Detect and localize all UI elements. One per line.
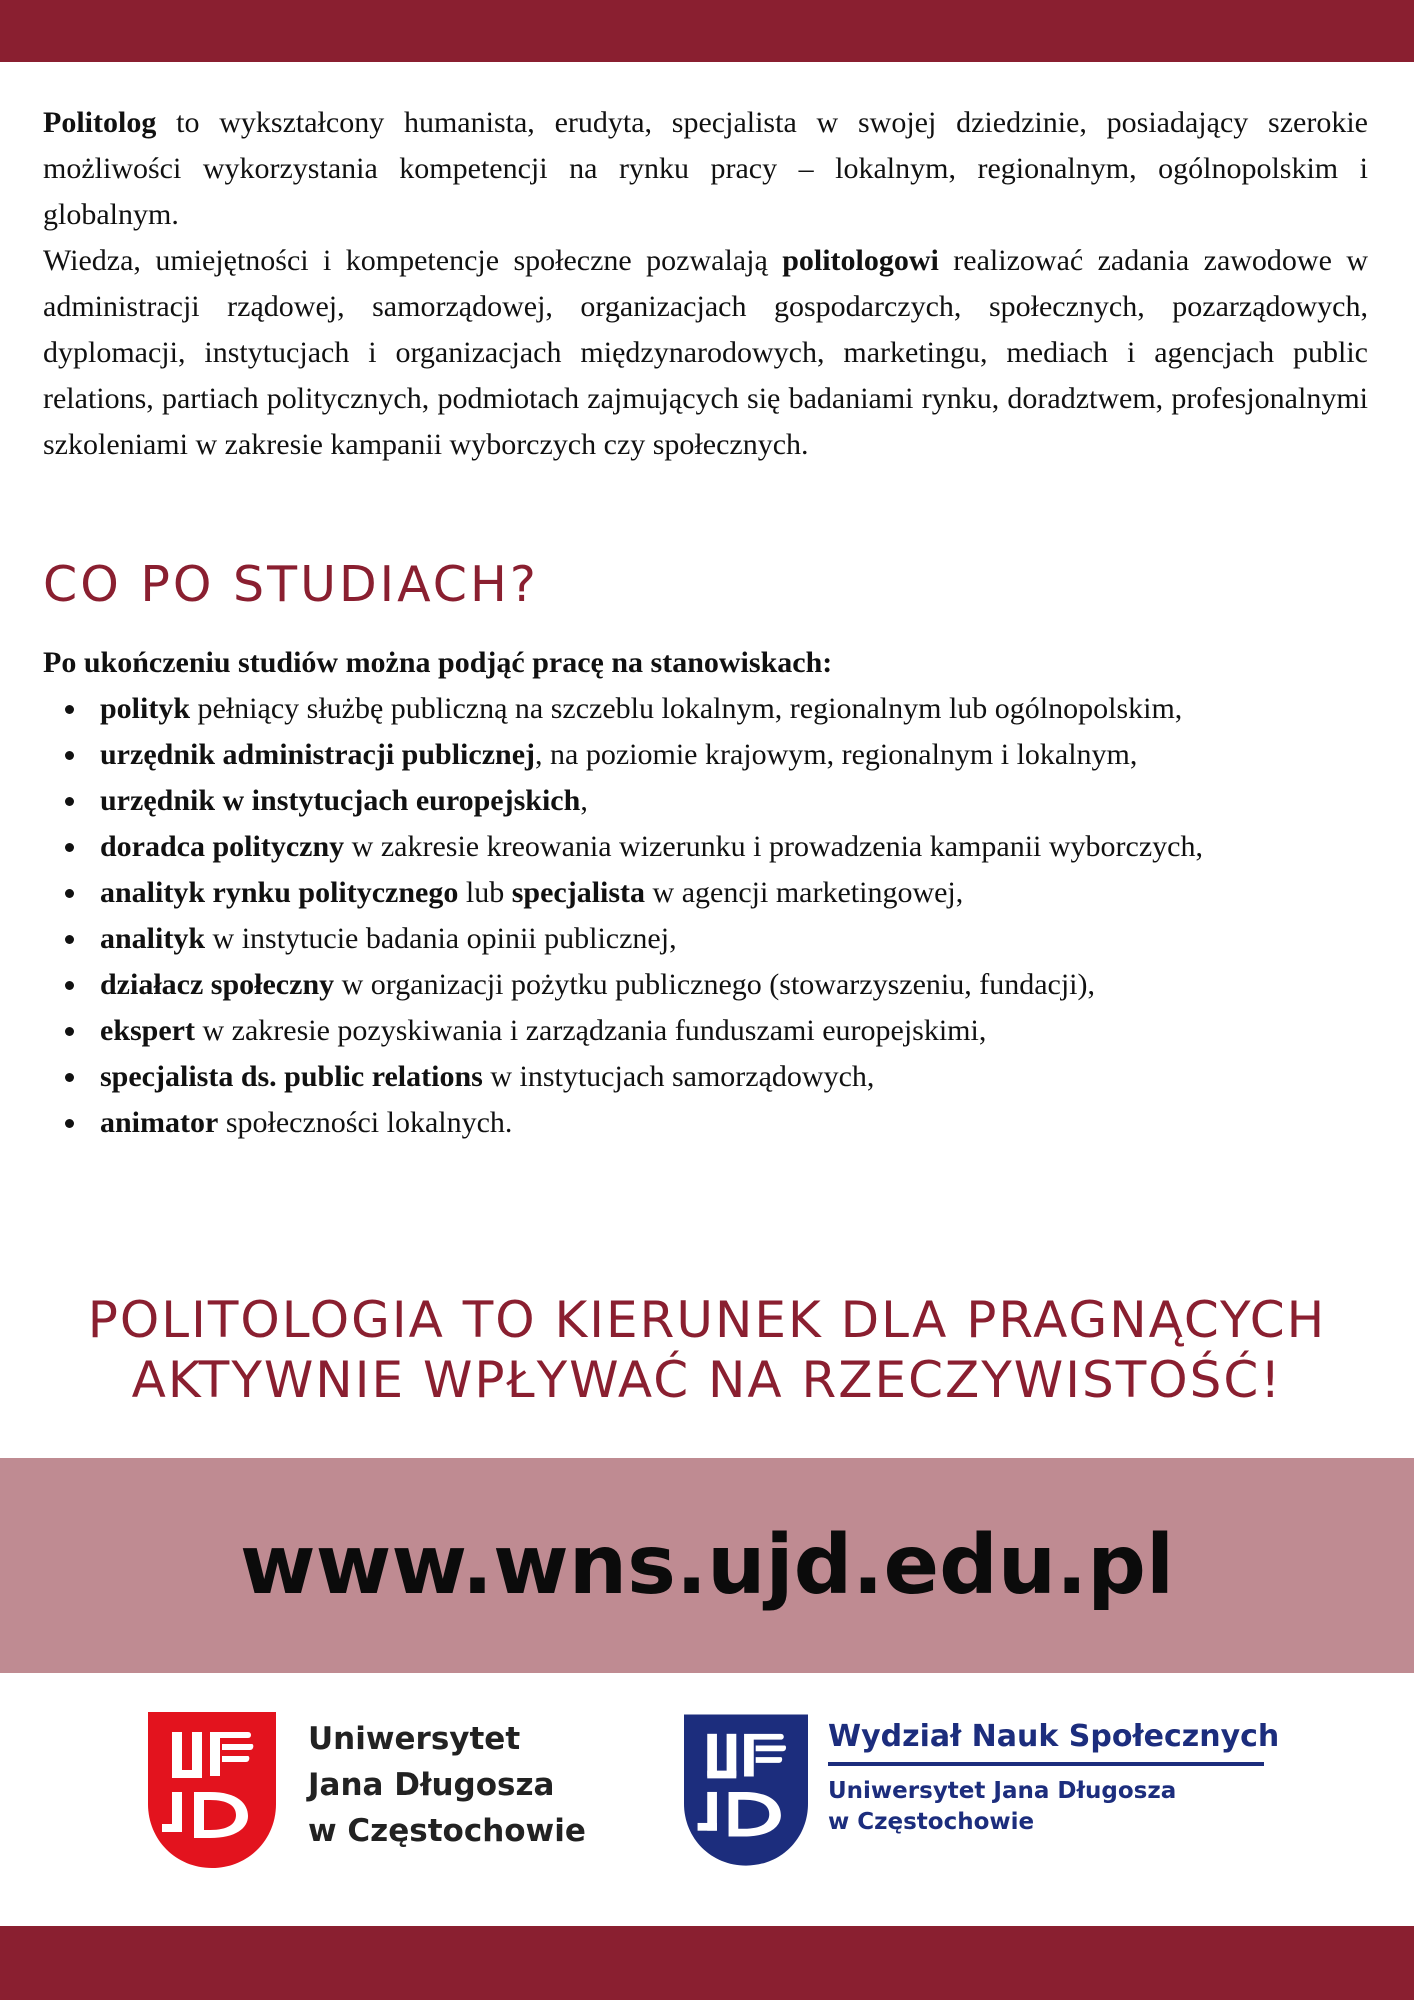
job-description-secondary: w agencji marketingowej, — [645, 876, 964, 909]
intro-text — [43, 100, 1368, 468]
career-list — [43, 686, 1353, 1146]
list-item — [43, 824, 1353, 870]
bottom-color-bar — [0, 1926, 1414, 2000]
job-description: pełniący służbę publiczną na szczeblu lokalnym, regionalnym lub ogólnopolskim, — [190, 692, 1183, 725]
wns-subtitle-line-2: w Częstochowie — [828, 1809, 1035, 1835]
ujd-name-line-2: Jana Długosza — [308, 1767, 555, 1803]
bullet-icon — [65, 705, 74, 714]
job-title: urzędnik administracji publicznej — [100, 738, 536, 771]
wns-shield-icon — [684, 1712, 808, 1868]
job-description: w instytucie badania opinii publicznej, — [205, 922, 677, 955]
ujd-logo — [148, 1712, 586, 1868]
job-title: analityk — [100, 922, 206, 955]
wns-text — [828, 1716, 1279, 1838]
website-band — [0, 1458, 1414, 1673]
slogan-line-2: AKTYWNIE WPŁYWAĆ NA RZECZYWISTOŚĆ! — [131, 1351, 1283, 1409]
job-title: polityk — [100, 692, 191, 725]
job-title: działacz społeczny — [100, 968, 335, 1001]
job-description: w instytucjach samorządowych, — [482, 1060, 875, 1093]
bullet-icon — [65, 751, 74, 760]
intro-paragraph-2-text-b: realizować zadania zawodowe w administracji rządowej, samorządowej, organizacjach gospodarczych, społecznych, pozarządowych, dyplomacji, instytucjach i organizacjach międzynarodowych, marketingu, mediach i agencjach public relations, partiach politycznych, podmiotach zajmujących się badaniami rynku, doradztwem, profesjonalnymi szkoleniami w zakresie kampanii wyborczych czy społecznych. — [43, 244, 1368, 461]
job-title: urzędnik w instytucjach europejskich — [100, 784, 581, 817]
ujd-name-line-3: w Częstochowie — [308, 1813, 586, 1849]
list-item — [43, 1008, 1353, 1054]
intro-paragraph-2 — [43, 238, 1368, 468]
intro-paragraph-1-text: to wykształcony humanista, erudyta, specjalista w swojej dziedzinie, posiadający szerokie możliwości wykorzystania kompetencji na rynku pracy – lokalnym, regionalnym, ogólnopolskim i globalnym. — [43, 106, 1368, 231]
bullet-icon — [65, 1119, 74, 1128]
list-item — [43, 732, 1353, 778]
list-item — [43, 1054, 1353, 1100]
website-url[interactable]: www.wns.ujd.edu.pl — [239, 1518, 1175, 1613]
wns-title: Wydział Nauk Społecznych — [828, 1719, 1280, 1754]
intro-paragraph-2-text-a: Wiedza, umiejętności i kompetencje społeczne pozwalają — [43, 244, 783, 277]
list-item — [43, 1100, 1353, 1146]
wns-logo — [684, 1712, 1279, 1868]
job-description: , — [580, 784, 588, 817]
slogan-line-1: POLITOLOGIA TO KIERUNEK DLA PRAGNĄCYCH — [87, 1291, 1327, 1349]
job-title: animator — [100, 1106, 219, 1139]
intro-keyword-politologowi: politologowi — [782, 244, 939, 277]
bullet-icon — [65, 889, 74, 898]
job-title: doradca polityczny — [100, 830, 345, 863]
section-heading: CO PO STUDIACH? — [43, 556, 539, 613]
list-item — [43, 870, 1353, 916]
bullet-icon — [65, 843, 74, 852]
job-description: społeczności lokalnych. — [218, 1106, 513, 1139]
ujd-name — [308, 1716, 586, 1854]
list-item — [43, 962, 1353, 1008]
bullet-icon — [65, 1073, 74, 1082]
job-title: specjalista ds. public relations — [100, 1060, 483, 1093]
job-description: lub — [458, 876, 512, 909]
slogan — [0, 1290, 1414, 1410]
job-title: analityk rynku politycznego — [100, 876, 459, 909]
intro-keyword-politolog: Politolog — [43, 106, 157, 139]
top-color-bar — [0, 0, 1414, 62]
bullet-icon — [65, 981, 74, 990]
list-item — [43, 916, 1353, 962]
ujd-name-line-1: Uniwersytet — [308, 1721, 521, 1757]
job-title-secondary: specjalista — [511, 876, 646, 909]
job-description: w zakresie pozyskiwania i zarządzania funduszami europejskimi, — [194, 1014, 987, 1047]
ujd-shield-icon — [148, 1712, 276, 1868]
wns-subtitle-line-1: Uniwersytet Jana Długosza — [828, 1778, 1177, 1804]
list-item — [43, 686, 1353, 732]
job-description: , na poziomie krajowym, regionalnym i lokalnym, — [535, 738, 1138, 771]
bullet-icon — [65, 797, 74, 806]
bullet-icon — [65, 1027, 74, 1036]
wns-divider — [828, 1762, 1264, 1766]
job-description: w organizacji pożytku publicznego (stowarzyszeniu, fundacji), — [334, 968, 1095, 1001]
job-description: w zakresie kreowania wizerunku i prowadzenia kampanii wyborczych, — [344, 830, 1203, 863]
careers-lead: Po ukończeniu studiów można podjąć pracę na stanowiskach: — [43, 646, 833, 679]
bullet-icon — [65, 935, 74, 944]
list-item — [43, 778, 1353, 824]
intro-paragraph-1 — [43, 100, 1368, 238]
job-title: ekspert — [100, 1014, 195, 1047]
